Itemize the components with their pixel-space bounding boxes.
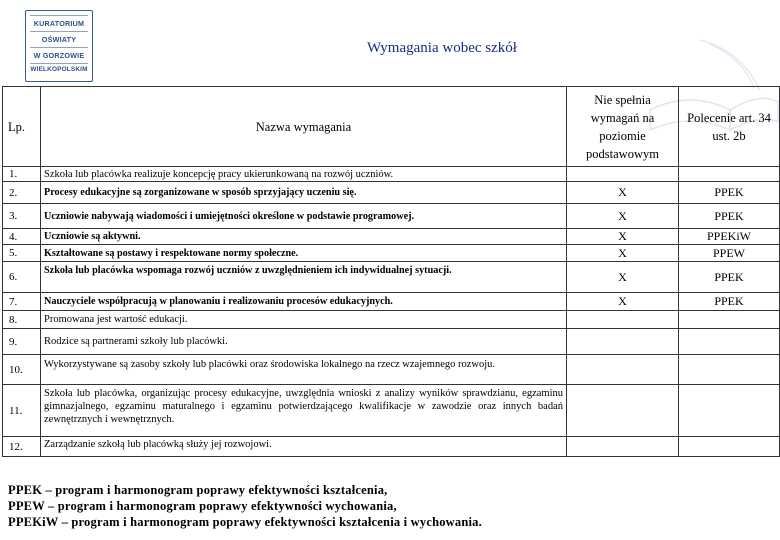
- logo-stripe: [30, 63, 88, 64]
- legend-item-ppek: PPEK – program i harmonogram poprawy efektywności kształcenia,: [8, 483, 388, 497]
- row-not-met: [567, 437, 679, 457]
- row-lp: 3.: [3, 204, 41, 229]
- row-not-met: X: [567, 182, 679, 204]
- header-order: Polecenie art. 34 ust. 2b: [679, 87, 780, 167]
- header-not-met: Nie spełnia wymagań na poziomie podstawowym: [567, 87, 679, 167]
- row-text: Uczniowie są aktywni.: [41, 229, 567, 245]
- row-text: Szkoła lub placówka realizuje koncepcję pracy ukierunkowaną na rozwój uczniów.: [41, 167, 567, 182]
- row-text: Promowana jest wartość edukacji.: [41, 311, 567, 329]
- row-text: Zarządzanie szkołą lub placówką służy jej rozwojowi.: [41, 437, 567, 457]
- table-row: [3, 245, 780, 262]
- row-lp: 5.: [3, 245, 41, 262]
- row-lp: 6.: [3, 262, 41, 293]
- row-lp: 2.: [3, 182, 41, 204]
- row-order: PPEKiW: [679, 229, 780, 245]
- row-text: Nauczyciele współpracują w planowaniu i realizowaniu procesów edukacyjnych.: [41, 293, 567, 311]
- row-order: [679, 167, 780, 182]
- logo-line-3: W GORZOWIE: [33, 51, 85, 60]
- row-not-met: [567, 385, 679, 437]
- table-row: [3, 437, 780, 457]
- logo-line-4: WIELKOPOLSKIM: [30, 66, 88, 73]
- logo-plaque: [25, 10, 93, 82]
- row-order: PPEK: [679, 293, 780, 311]
- row-not-met: [567, 329, 679, 355]
- legend-item-ppekiw: PPEKiW – program i harmonogram poprawy efektywności kształcenia i wychowania.: [8, 515, 482, 529]
- row-not-met: X: [567, 293, 679, 311]
- row-order: [679, 437, 780, 457]
- table-row: [3, 229, 780, 245]
- header-lp: Lp.: [3, 87, 41, 167]
- row-not-met: X: [567, 229, 679, 245]
- row-text: Uczniowie nabywają wiadomości i umiejętności określone w podstawie programowej.: [41, 204, 567, 229]
- requirements-table: [2, 86, 780, 457]
- row-order: PPEK: [679, 182, 780, 204]
- table-row: [3, 182, 780, 204]
- table-header-row: [3, 87, 780, 167]
- table-row: [3, 385, 780, 437]
- table-row: [3, 311, 780, 329]
- kuratorium-logo: [3, 4, 115, 90]
- legend-item-ppew: PPEW – program i harmonogram poprawy efektywności wychowania,: [8, 499, 397, 513]
- row-lp: 1.: [3, 167, 41, 182]
- row-text: Rodzice są partnerami szkoły lub placówki.: [41, 329, 567, 355]
- row-text: Wykorzystywane są zasoby szkoły lub placówki oraz środowiska lokalnego na rzecz wzajemnego rozwoju.: [41, 355, 567, 385]
- row-order: PPEK: [679, 262, 780, 293]
- header-name: Nazwa wymagania: [41, 87, 567, 167]
- row-not-met: X: [567, 245, 679, 262]
- table-row: [3, 167, 780, 182]
- row-order: [679, 385, 780, 437]
- row-lp: 8.: [3, 311, 41, 329]
- table-row: [3, 262, 780, 293]
- row-order: [679, 329, 780, 355]
- row-not-met: [567, 167, 679, 182]
- row-text: Szkoła lub placówka, organizując procesy edukacyjne, uwzględnia wnioski z analizy wyników sprawdzianu, egzaminu gimnazjalnego, egzaminu maturalnego i egzaminu potwierdzającego kwalifikacje w zawodzie oraz innych badań zewnętrznych i wewnętrznych.: [41, 385, 567, 437]
- table-row: [3, 293, 780, 311]
- row-lp: 4.: [3, 229, 41, 245]
- row-text: Szkoła lub placówka wspomaga rozwój uczniów z uwzględnieniem ich indywidualnej sytuacji.: [41, 262, 567, 293]
- table-row: [3, 329, 780, 355]
- logo-line-1: KURATORIUM: [33, 19, 85, 28]
- logo-stripe: [30, 47, 88, 48]
- row-lp: 12.: [3, 437, 41, 457]
- row-not-met: [567, 311, 679, 329]
- row-text: Procesy edukacyjne są zorganizowane w sposób sprzyjający uczeniu się.: [41, 182, 567, 204]
- row-not-met: X: [567, 262, 679, 293]
- row-lp: 9.: [3, 329, 41, 355]
- row-not-met: [567, 355, 679, 385]
- row-lp: 11.: [3, 385, 41, 437]
- row-lp: 7.: [3, 293, 41, 311]
- page-title: Wymagania wobec szkół: [367, 40, 517, 56]
- row-order: PPEK: [679, 204, 780, 229]
- table-row: [3, 204, 780, 229]
- row-order: PPEW: [679, 245, 780, 262]
- row-not-met: X: [567, 204, 679, 229]
- legend: [8, 482, 728, 530]
- row-lp: 10.: [3, 355, 41, 385]
- table-row: [3, 355, 780, 385]
- row-text: Kształtowane są postawy i respektowane normy społeczne.: [41, 245, 567, 262]
- logo-line-2: OŚWIATY: [41, 35, 77, 44]
- logo-stripe: [30, 15, 88, 16]
- row-order: [679, 355, 780, 385]
- row-order: [679, 311, 780, 329]
- logo-stripe: [30, 31, 88, 32]
